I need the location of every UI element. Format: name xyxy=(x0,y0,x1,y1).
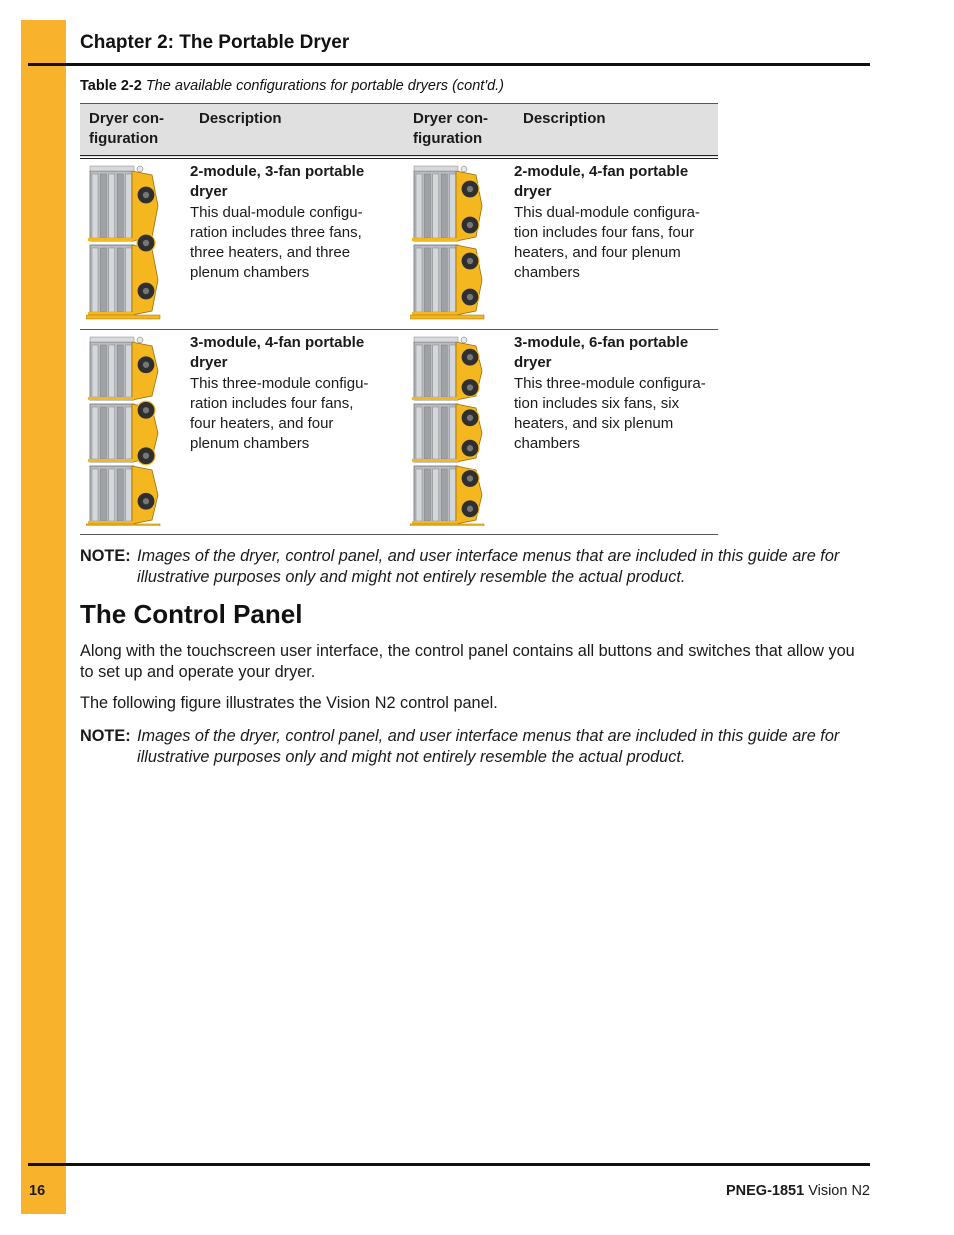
section-heading: The Control Panel xyxy=(80,599,303,629)
table-caption xyxy=(80,78,504,94)
configuration-description: This three-module configu- ration includes four fans, four heaters, and four plenum chambers xyxy=(190,374,369,453)
note xyxy=(80,726,870,767)
document-code: PNEG-1851 xyxy=(725,1183,805,1199)
note-text: Images of the dryer, control panel, and user interface menus that are included in this guide are for illustrative purposes only and might not entirely resemble the actual product. xyxy=(137,547,840,586)
page-number: 16 xyxy=(29,1183,46,1199)
configuration-name: 2-module, 3-fan portable dryer xyxy=(190,163,365,201)
dryer-image-cell xyxy=(404,330,514,535)
document-name: Vision N2 xyxy=(808,1183,870,1199)
table-header-row xyxy=(80,104,718,158)
2-module-3-fan-dryer-image xyxy=(86,163,166,323)
note xyxy=(80,546,870,587)
3-module-6-fan-dryer-image xyxy=(410,334,490,526)
configuration-description: This three-module configura- tion includes six fans, six heaters, and six plenum chambers xyxy=(514,374,706,453)
description-cell xyxy=(514,157,718,330)
configuration-name: 3-module, 6-fan portable dryer xyxy=(514,334,689,372)
table-caption-label: Table 2-2 xyxy=(80,78,142,94)
column-header: Description xyxy=(514,104,718,158)
document-id xyxy=(726,1183,870,1199)
footer-rule xyxy=(28,1163,870,1166)
configurations-table xyxy=(80,103,718,535)
dryer-image-cell xyxy=(80,157,190,330)
dryer-image-cell xyxy=(80,330,190,535)
column-header: Dryer con- figuration xyxy=(404,104,514,158)
configuration-description: This dual-module configura- tion includes four fans, four heaters, and four plenum chambers xyxy=(514,203,700,282)
note-label: NOTE: xyxy=(80,547,131,565)
configuration-name: 3-module, 4-fan portable dryer xyxy=(190,334,365,372)
header-rule xyxy=(28,63,870,66)
3-module-4-fan-dryer-image xyxy=(86,334,166,526)
configuration-description: This dual-module configu- ration includes three fans, three heaters, and three plenum chambers xyxy=(190,203,363,282)
paragraph: Along with the touchscreen user interface, the control panel contains all buttons and switches that allow you to set up and operate your dryer. xyxy=(80,642,855,681)
description-cell xyxy=(190,157,404,330)
accent-sidebar xyxy=(21,20,66,1214)
column-header: Description xyxy=(190,104,404,158)
column-header: Dryer con- figuration xyxy=(80,104,190,158)
note-label: NOTE: xyxy=(80,727,131,745)
2-module-4-fan-dryer-image xyxy=(410,163,490,323)
description-cell xyxy=(190,330,404,535)
dryer-image-cell xyxy=(404,157,514,330)
paragraph: The following figure illustrates the Vision N2 control panel. xyxy=(80,694,498,712)
chapter-title: Chapter 2: The Portable Dryer xyxy=(80,32,350,53)
table-row xyxy=(80,330,718,535)
description-cell xyxy=(514,330,718,535)
table-caption-text: The available configurations for portable dryers (cont'd.) xyxy=(145,78,505,94)
table-row xyxy=(80,157,718,330)
configuration-name: 2-module, 4-fan portable dryer xyxy=(514,163,689,201)
note-text: Images of the dryer, control panel, and user interface menus that are included in this guide are for illustrative purposes only and might not entirely resemble the actual product. xyxy=(137,727,840,766)
